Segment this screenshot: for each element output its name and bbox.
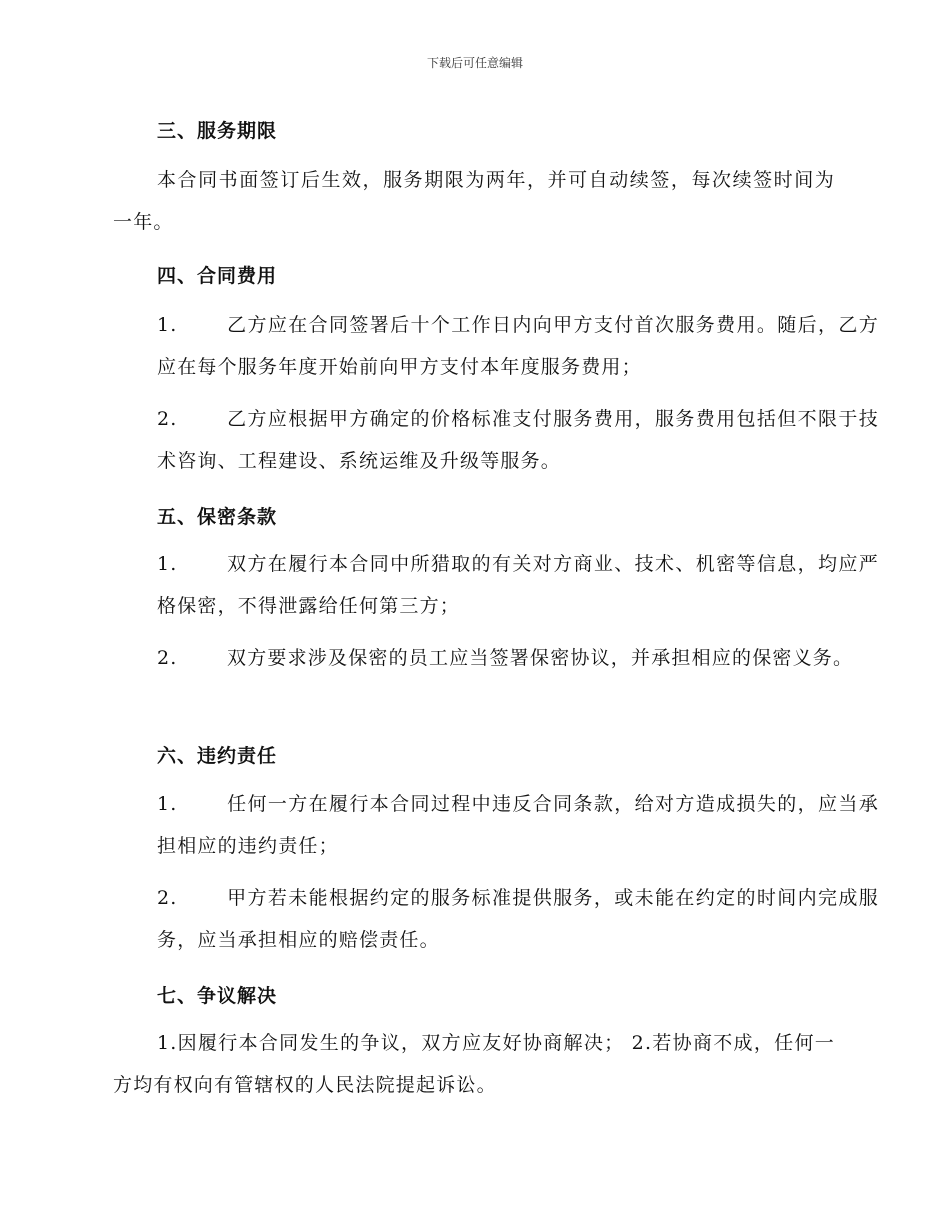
page-header: 下载后可任意编辑 [426, 56, 523, 70]
section-heading-liability: 六、违约责任 [157, 745, 278, 767]
item-text: 双方要求涉及保密的员工应当签署保密协议，并承担相应的保密义务。 [227, 647, 854, 669]
item-text: 甲方若未能根据约定的服务标准提供服务，或未能在约定的时间内完成服务，应当承担相应的赔偿责任。 [157, 887, 879, 951]
item-text: 乙方应根据甲方确定的价格标准支付服务费用，服务费用包括但不限于技术咨询、工程建设、系统运维及升级等服务。 [157, 408, 879, 472]
item-number: 1. [157, 553, 178, 575]
list-item [113, 637, 879, 679]
list-item [113, 304, 879, 388]
item-number: 2. [157, 408, 178, 430]
section-heading-term: 三、服务期限 [157, 120, 278, 142]
list-item [113, 543, 879, 627]
section-paragraph-disputes: 1.因履行本合同发生的争议，双方应友好协商解决； 2.若协商不成，任何一方均有权向有管辖权的人民法院提起诉讼。 [113, 1032, 835, 1096]
item-number: 1. [157, 314, 178, 336]
list-item [113, 398, 879, 482]
item-text: 双方在履行本合同中所猎取的有关对方商业、技术、机密等信息，均应严格保密，不得泄露给任何第三方； [157, 553, 879, 617]
section-heading-disputes: 七、争议解决 [157, 985, 278, 1007]
section-heading-fees: 四、合同费用 [157, 265, 278, 287]
item-number: 1. [157, 793, 178, 815]
list-item [113, 783, 879, 867]
item-number: 2. [157, 647, 178, 669]
item-text: 任何一方在履行本合同过程中违反合同条款，给对方造成损失的，应当承担相应的违约责任； [157, 793, 879, 857]
section-heading-confidentiality: 五、保密条款 [157, 506, 278, 528]
item-number: 2. [157, 887, 178, 909]
section-paragraph-term: 本合同书面签订后生效，服务期限为两年，并可自动续签，每次续签时间为一年。 [113, 169, 835, 233]
list-item [113, 877, 879, 961]
item-text: 乙方应在合同签署后十个工作日内向甲方支付首次服务费用。随后，乙方应在每个服务年度开始前向甲方支付本年度服务费用； [157, 314, 879, 378]
